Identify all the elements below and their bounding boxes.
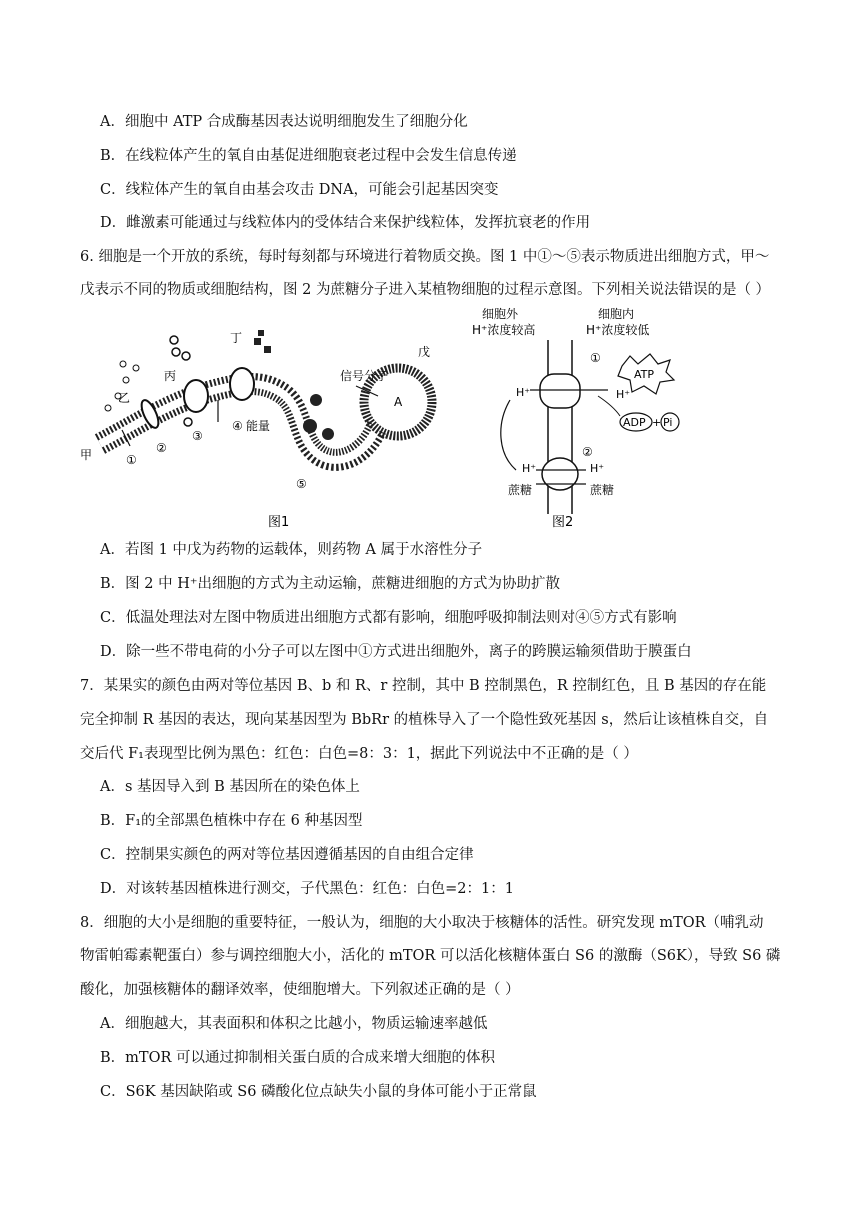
figure1-caption: 图1 bbox=[268, 515, 290, 530]
fig2-sucrose-out: 蔗糖 bbox=[508, 483, 533, 497]
q8-stem-line2: 物雷帕霉素靶蛋白）参与调控细胞大小，活化的 mTOR 可以活化核糖体蛋白 S6 的激酶（S6K），导致 S6 磷 bbox=[80, 948, 781, 964]
fig1-label-2: ② bbox=[156, 441, 167, 455]
q8-option-c: C．S6K 基因缺陷或 S6 磷酸化位点缺失小鼠的身体可能小于正常鼠 bbox=[100, 1084, 537, 1100]
q6-figure bbox=[78, 304, 788, 534]
fig1-label-ding: 丁 bbox=[230, 331, 243, 345]
fig2-label-1: ① bbox=[590, 351, 601, 365]
q7-option-b: B．F₁的全部黑色植株中存在 6 种基因型 bbox=[100, 813, 363, 829]
q5-option-b: B．在线粒体产生的氧自由基促进细胞衰老过程中会发生信息传递 bbox=[100, 148, 517, 164]
q8-option-a: A．细胞越大，其表面积和体积之比越小，物质运输速率越低 bbox=[100, 1016, 488, 1032]
fig1-label-1: ① bbox=[126, 453, 137, 467]
fig2-atp: ATP bbox=[634, 368, 655, 381]
fig1-label-5: ⑤ bbox=[296, 477, 307, 491]
fig2-adp: ADP bbox=[623, 416, 646, 429]
fig2-h-out-1: H⁺ bbox=[516, 386, 531, 399]
q7-option-c: C．控制果实颜色的两对等位基因遵循基因的自由组合定律 bbox=[100, 847, 474, 863]
figure1-membrane-diagram bbox=[80, 330, 432, 530]
q6-option-a: A．若图 1 中戊为药物的运载体，则药物 A 属于水溶性分子 bbox=[100, 542, 483, 558]
q6-option-b: B．图 2 中 H⁺出细胞的方式为主动运输，蔗糖进细胞的方式为协助扩散 bbox=[100, 576, 561, 592]
q6-option-c: C．低温处理法对左图中物质进出细胞方式都有影响，细胞呼吸抑制法则对④⑤方式有影响 bbox=[100, 610, 677, 626]
q6-option-d: D．除一些不带电荷的小分子可以左图中①方式进出细胞外，离子的跨膜运输须借助于膜蛋白 bbox=[100, 644, 692, 660]
fig1-label-energy: 能量 bbox=[246, 419, 271, 433]
fig1-label-bing: 丙 bbox=[164, 369, 177, 383]
fig1-label-yi: 乙 bbox=[118, 391, 131, 405]
fig1-label-wu: 戊 bbox=[418, 345, 431, 359]
q6-stem-line2: 戊表示不同的物质或细胞结构，图 2 为蔗糖分子进入某植物细胞的过程示意图。下列相关说法错误的是（ ） bbox=[80, 282, 771, 298]
q7-stem-line2: 完全抑制 R 基因的表达，现向某基因型为 BbRr 的植株导入了一个隐性致死基因 s，然后让该植株自交，自 bbox=[80, 712, 769, 728]
fig1-label-a: A bbox=[394, 395, 403, 409]
fig1-label-3: ③ bbox=[192, 429, 203, 443]
fig2-h-out-2: H⁺ bbox=[522, 462, 537, 475]
q7-stem-line3: 交后代 F₁表现型比例为黑色：红色：白色=8：3：1，据此下列说法中不正确的是（ ） bbox=[80, 746, 638, 762]
figure2-caption: 图2 bbox=[552, 515, 574, 530]
fig2-pi: Pi bbox=[663, 416, 673, 429]
fig1-label-signal: 信号分子 bbox=[340, 369, 389, 383]
q7-stem-line1: 7．某果实的颜色由两对等位基因 B、b 和 R、r 控制，其中 B 控制黑色，R 控制红色，且 B 基因的存在能 bbox=[80, 678, 767, 694]
q8-option-b: B．mTOR 可以通过抑制相关蛋白质的合成来增大细胞的体积 bbox=[100, 1050, 495, 1066]
q8-stem-line1: 8．细胞的大小是细胞的重要特征，一般认为，细胞的大小取决于核糖体的活性。研究发现 mTOR（哺乳动 bbox=[80, 915, 764, 931]
svg-text:+: + bbox=[652, 416, 662, 429]
q6-stem-line1: 6. 细胞是一个开放的系统，每时每刻都与环境进行着物质交换。图 1 中①～⑤表示物质进出细胞方式，甲～ bbox=[80, 249, 770, 265]
fig2-label-2: ② bbox=[582, 445, 593, 459]
figure2-sucrose-transport bbox=[472, 306, 679, 530]
fig1-label-jia: 甲 bbox=[80, 448, 93, 462]
fig2-inside-sub: H⁺浓度较低 bbox=[586, 323, 650, 337]
q7-option-a: A．s 基因导入到 B 基因所在的染色体上 bbox=[100, 779, 360, 795]
fig2-inside-title: 细胞内 bbox=[598, 307, 635, 321]
q5-option-a: A．细胞中 ATP 合成酶基因表达说明细胞发生了细胞分化 bbox=[100, 114, 468, 130]
q5-option-c: C．线粒体产生的氧自由基会攻击 DNA，可能会引起基因突变 bbox=[100, 182, 499, 198]
fig2-h-in-1: H⁺ bbox=[616, 388, 631, 401]
q8-stem-line3: 酸化，加强核糖体的翻译效率，使细胞增大。下列叙述正确的是（ ） bbox=[80, 982, 520, 998]
q5-option-d: D．雌激素可能通过与线粒体内的受体结合来保护线粒体，发挥抗衰老的作用 bbox=[100, 215, 591, 231]
fig1-label-4: ④ bbox=[232, 419, 243, 433]
fig2-sucrose-in: 蔗糖 bbox=[590, 483, 615, 497]
fig2-outside-title: 细胞外 bbox=[482, 307, 519, 321]
fig2-outside-sub: H⁺浓度较高 bbox=[472, 323, 536, 337]
fig2-h-in-2: H⁺ bbox=[590, 462, 605, 475]
q7-option-d: D．对该转基因植株进行测交，子代黑色：红色：白色=2：1：1 bbox=[100, 881, 514, 897]
